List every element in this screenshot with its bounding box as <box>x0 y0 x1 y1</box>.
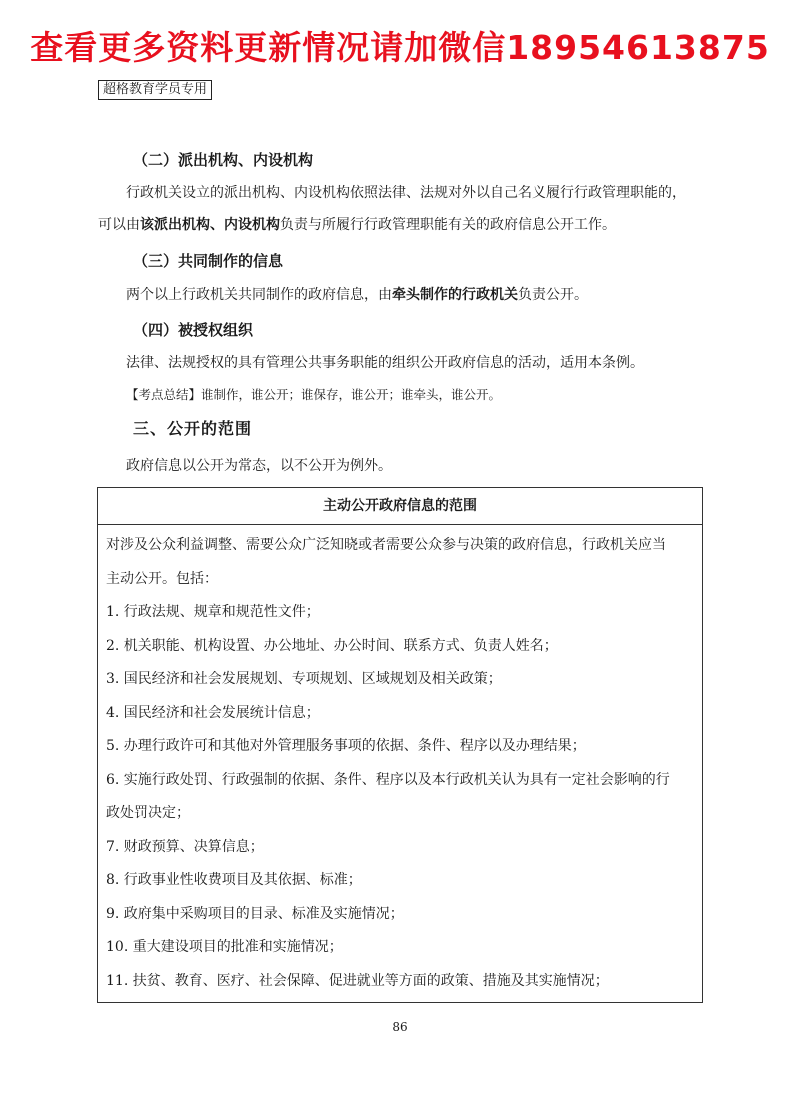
student-only-tag: 超格教育学员专用 <box>98 80 212 100</box>
list-item: 8. 行政事业性收费项目及其依据、标准； <box>106 872 362 888</box>
contact-watermark-banner: 查看更多资料更新情况请加微信18954613875 <box>30 28 770 67</box>
table-intro-line: 对涉及公众利益调整、需要公众广泛知晓或者需要公众参与决策的政府信息，行政机关应当 <box>106 537 666 553</box>
list-item: 政处罚决定； <box>106 805 190 821</box>
key-point-summary <box>126 386 501 404</box>
proactive-disclosure-table <box>97 487 703 1003</box>
list-item: 2. 机关职能、机构设置、办公地址、办公时间、联系方式、负责人姓名； <box>106 637 558 654</box>
heading-dispatched-agencies: （二）派出机构、内设机构 <box>133 151 314 169</box>
paragraph-joint-information <box>126 286 588 304</box>
list-item: 9. 政府集中采购项目的目录、标准及实施情况； <box>106 905 404 922</box>
text-segment: 两个以上行政机关共同制作的政府信息，由 <box>126 287 392 303</box>
heading-authorized-organization: （四）被授权组织 <box>133 321 254 339</box>
text-segment: 负责公开。 <box>518 287 588 303</box>
paragraph-authorized-organization: 法律、法规授权的具有管理公共事务职能的组织公开政府信息的活动，适用本条例。 <box>126 355 644 371</box>
list-item: 3. 国民经济和社会发展规划、专项规划、区域规划及相关政策； <box>106 671 502 687</box>
heading-disclosure-scope: 三、公开的范围 <box>133 419 253 438</box>
summary-text: 谁制作，谁公开；谁保存，谁公开；谁牵头，谁公开。 <box>201 387 502 402</box>
text-segment: 负责与所履行行政管理职能有关的政府信息公开工作。 <box>280 217 616 233</box>
paragraph-dispatched-line2 <box>98 216 616 234</box>
page-number: 86 <box>392 1020 408 1034</box>
emphasis-text: 该派出机构、内设机构 <box>140 217 280 233</box>
paragraph-dispatched-line1: 行政机关设立的派出机构、内设机构依照法律、法规对外以自己名义履行行政管理职能的， <box>126 185 686 201</box>
table-intro-line: 主动公开。包括： <box>106 570 218 587</box>
text-segment: 可以由 <box>98 217 140 233</box>
list-item: 4. 国民经济和社会发展统计信息； <box>106 704 320 721</box>
list-item: 1. 行政法规、规章和规范性文件； <box>106 604 320 620</box>
paragraph-disclosure-scope: 政府信息以公开为常态，以不公开为例外。 <box>126 458 392 474</box>
table-body <box>98 525 702 998</box>
list-item: 6. 实施行政处罚、行政强制的依据、条件、程序以及本行政机关认为具有一定社会影响的行 <box>106 771 670 788</box>
emphasis-text: 牵头制作的行政机关 <box>392 287 518 303</box>
list-item: 10. 重大建设项目的批准和实施情况； <box>106 939 343 955</box>
list-item: 7. 财政预算、决算信息； <box>106 838 264 855</box>
table-header: 主动公开政府信息的范围 <box>98 488 702 525</box>
list-item: 11. 扶贫、教育、医疗、社会保障、促进就业等方面的政策、措施及其实施情况； <box>106 972 609 989</box>
summary-label: 【考点总结】 <box>126 387 202 402</box>
list-item: 5. 办理行政许可和其他对外管理服务事项的依据、条件、程序以及办理结果； <box>106 738 586 754</box>
heading-joint-information: （三）共同制作的信息 <box>133 252 284 270</box>
